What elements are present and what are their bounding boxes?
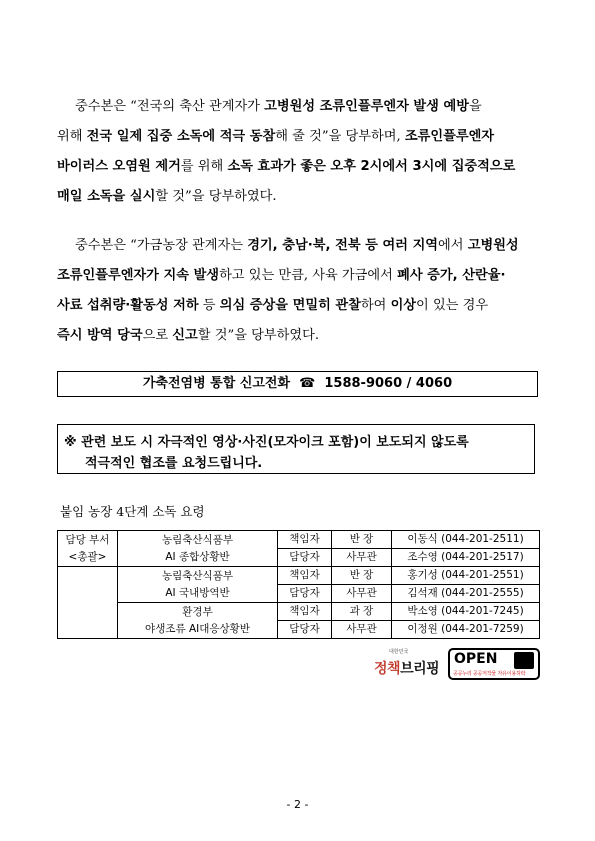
paragraph-line — [57, 122, 540, 152]
paragraph-2 — [57, 231, 540, 351]
hotline-number: 1588-9060 / 4060 — [324, 376, 453, 391]
page-number: - 2 - — [286, 798, 309, 811]
role-cell: 담당자 — [278, 585, 332, 603]
contact-table — [57, 530, 540, 639]
emphasis-text: 폐사 증가, 산란율· — [397, 268, 506, 283]
body-text: 하고 있는 만큼, 사육 가금에서 — [219, 268, 398, 283]
lead-dept-sub: <총괄> — [68, 550, 107, 563]
footer-logos — [374, 646, 540, 682]
emphasis-text: 의심 증상을 면밀히 관찰 — [219, 298, 361, 313]
emphasis-text: 경기, 충남·북, 전북 등 여러 지역 — [247, 238, 439, 253]
contact-cell: 박소영 (044-201-7245) — [392, 603, 540, 621]
dept-cell — [118, 567, 278, 603]
emphasis-text: 바이러스 오염원 제거 — [57, 159, 181, 174]
rank-cell: 반 장 — [332, 531, 392, 549]
paragraph-1 — [57, 92, 540, 212]
body-text: 할 것”을 당부하였다. — [155, 189, 277, 204]
emphasis-text: 전국 일제 집중 소독에 적극 동참 — [86, 129, 276, 144]
dept-name: 농림축산식품부 — [161, 533, 233, 546]
table-row — [58, 603, 540, 621]
dept-cell — [118, 531, 278, 567]
open-license-logo — [448, 648, 540, 680]
role-cell: 담당자 — [278, 621, 332, 639]
contact-cell: 김석재 (044-201-2555) — [392, 585, 540, 603]
media-notice-box — [57, 424, 535, 474]
table-row — [58, 531, 540, 549]
contact-cell: 이정원 (044-201-7259) — [392, 621, 540, 639]
body-text: 하여 — [360, 298, 391, 313]
paragraph-line — [57, 152, 540, 182]
body-text: 이 있는 경우 — [416, 298, 489, 313]
report-hotline-box — [57, 371, 538, 397]
rank-cell: 과 장 — [332, 603, 392, 621]
phone-icon: ☎ — [294, 376, 320, 391]
dept-cell — [118, 603, 278, 639]
unit-name: AI 종합상황반 — [165, 550, 230, 563]
body-text: 해 줄 것”을 당부하며, — [275, 129, 405, 144]
contact-cell: 이동식 (044-201-2511) — [392, 531, 540, 549]
dept-name: 환경부 — [182, 605, 213, 618]
dept-name: 농림축산식품부 — [161, 569, 233, 582]
emphasis-text: 사료 섭취량·활동성 저하 — [57, 298, 199, 313]
rank-cell: 반 장 — [332, 567, 392, 585]
unit-name: AI 국내방역반 — [165, 586, 230, 599]
paragraph-line — [57, 182, 540, 212]
emphasis-text: 고병원성 조류인플루엔자 발생 예방 — [264, 99, 469, 114]
briefing-logo-text-b: 브리핑 — [400, 661, 440, 677]
role-cell: 책임자 — [278, 531, 332, 549]
emphasis-text: 조류인플루엔자 — [404, 129, 495, 144]
policy-briefing-logo — [374, 646, 442, 682]
emphasis-text: 고병원성 — [467, 238, 519, 253]
briefing-logo-small-text: 대한민국 — [389, 649, 409, 655]
body-text: 등 — [198, 298, 220, 313]
paragraph-line — [57, 261, 540, 291]
open-logo-sub: 공공누리 공공저작물 자유이용허락 — [453, 671, 526, 677]
notice-line-1: ※ 관련 보도 시 자극적인 영상·사진(모자이크 포함)이 보도되지 않도록 — [64, 435, 469, 450]
unit-name: 야생조류 AI대응상황반 — [145, 622, 250, 635]
role-cell: 책임자 — [278, 603, 332, 621]
paragraph-line — [57, 92, 540, 122]
body-text: 중수본은 “전국의 축산 관계자가 — [75, 99, 265, 114]
body-text: 을 — [468, 99, 482, 114]
contact-cell: 조수영 (044-201-2517) — [392, 549, 540, 567]
rank-cell: 사무관 — [332, 549, 392, 567]
paragraph-line — [57, 231, 540, 261]
emphasis-text: 이상 — [390, 298, 417, 313]
empty-cell — [58, 567, 118, 639]
briefing-logo-text — [374, 658, 439, 678]
table-row — [58, 567, 540, 585]
emphasis-text: 조류인플루엔자가 지속 발생 — [57, 268, 220, 283]
briefing-logo-text-a: 정책 — [374, 661, 401, 677]
paragraph-line — [57, 291, 540, 321]
paragraph-line — [57, 321, 540, 351]
emphasis-text: 매일 소독을 실시 — [57, 189, 156, 204]
body-text: 중수본은 “가금농장 관계자는 — [75, 238, 248, 253]
body-text: 위해 — [57, 129, 87, 144]
role-cell: 책임자 — [278, 567, 332, 585]
hotline-label: 가축전염병 통합 신고전화 — [142, 376, 291, 391]
emphasis-text: 소독 효과가 좋은 오후 2시에서 3시에 집중적으로 — [227, 159, 516, 174]
attachment-title: 붙임 농장 4단계 소독 요령 — [60, 504, 205, 519]
rank-cell: 사무관 — [332, 621, 392, 639]
emphasis-text: 신고 — [172, 328, 198, 343]
contact-cell: 홍기성 (044-201-2551) — [392, 567, 540, 585]
rank-cell: 사무관 — [332, 585, 392, 603]
lead-dept-header: 담당 부서 — [65, 533, 110, 546]
role-cell: 담당자 — [278, 549, 332, 567]
person-icon — [514, 652, 534, 669]
lead-dept-cell — [58, 531, 118, 567]
body-text: 를 위해 — [180, 159, 228, 174]
body-text: 에서 — [438, 238, 468, 253]
body-text: 할 것”을 당부하였다. — [197, 328, 320, 343]
notice-line-2: 적극적인 협조를 요청드립니다. — [85, 456, 263, 471]
body-text: 으로 — [142, 328, 173, 343]
open-logo-word: OPEN — [454, 651, 498, 667]
emphasis-text: 즉시 방역 당국 — [57, 328, 143, 343]
